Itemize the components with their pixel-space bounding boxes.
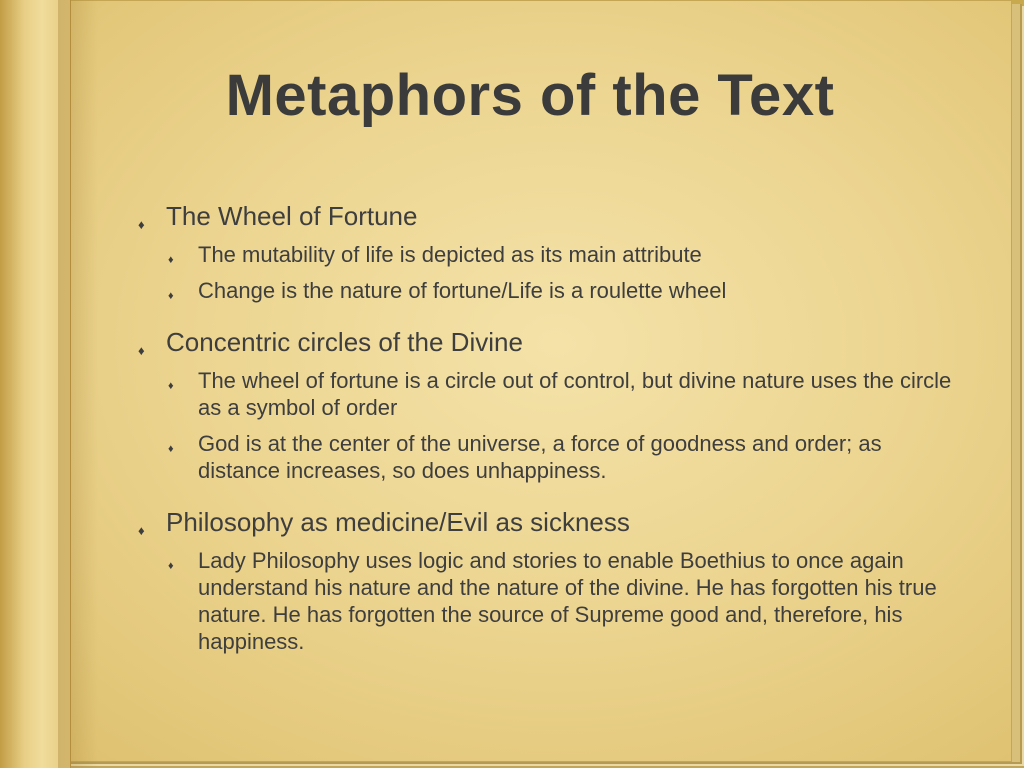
- diamond-bullet-icon: ♦: [168, 380, 174, 392]
- diamond-bullet-icon: ♦: [168, 560, 174, 572]
- sub-bullet-text: Lady Philosophy uses logic and stories to enable Boethius to once again understand his nature and the nature of the divine. He has forgotten his true nature. He has forgotten the source of Supreme good and, therefore, his happiness.: [198, 548, 937, 654]
- slide-title: Metaphors of the Text: [225, 63, 835, 128]
- bullet-text: Philosophy as medicine/Evil as sickness: [166, 507, 630, 537]
- sub-bullet-text: The mutability of life is depicted as its main attribute: [198, 242, 702, 267]
- diamond-bullet-icon: ♦: [168, 290, 174, 302]
- page-edge-shadow: [58, 0, 98, 768]
- diamond-bullet-icon: ♦: [138, 217, 145, 232]
- sub-bullet-item: [164, 277, 952, 304]
- sub-bullet-text: God is at the center of the universe, a force of goodness and order; as distance increases, so does unhappiness.: [198, 431, 882, 483]
- diamond-bullet-icon: ♦: [138, 523, 145, 538]
- bullet-text: Concentric circles of the Divine: [166, 327, 523, 357]
- diamond-bullet-icon: ♦: [168, 254, 174, 266]
- bullet-item: [132, 200, 952, 232]
- diamond-bullet-icon: ♦: [168, 443, 174, 455]
- bullet-item: [132, 506, 952, 538]
- diamond-bullet-icon: ♦: [138, 343, 145, 358]
- bullet-item: [132, 326, 952, 358]
- sub-bullet-text: The wheel of fortune is a circle out of control, but divine nature uses the circle as a symbol of order: [198, 368, 952, 420]
- bullet-list: [132, 200, 952, 655]
- sub-bullet-item: [164, 367, 952, 421]
- sub-bullet-text: Change is the nature of fortune/Life is a roulette wheel: [198, 278, 727, 303]
- sub-bullet-item: [164, 547, 952, 655]
- sub-bullet-item: [164, 430, 952, 484]
- bullet-text: The Wheel of Fortune: [166, 201, 418, 231]
- sub-bullet-item: [164, 241, 952, 268]
